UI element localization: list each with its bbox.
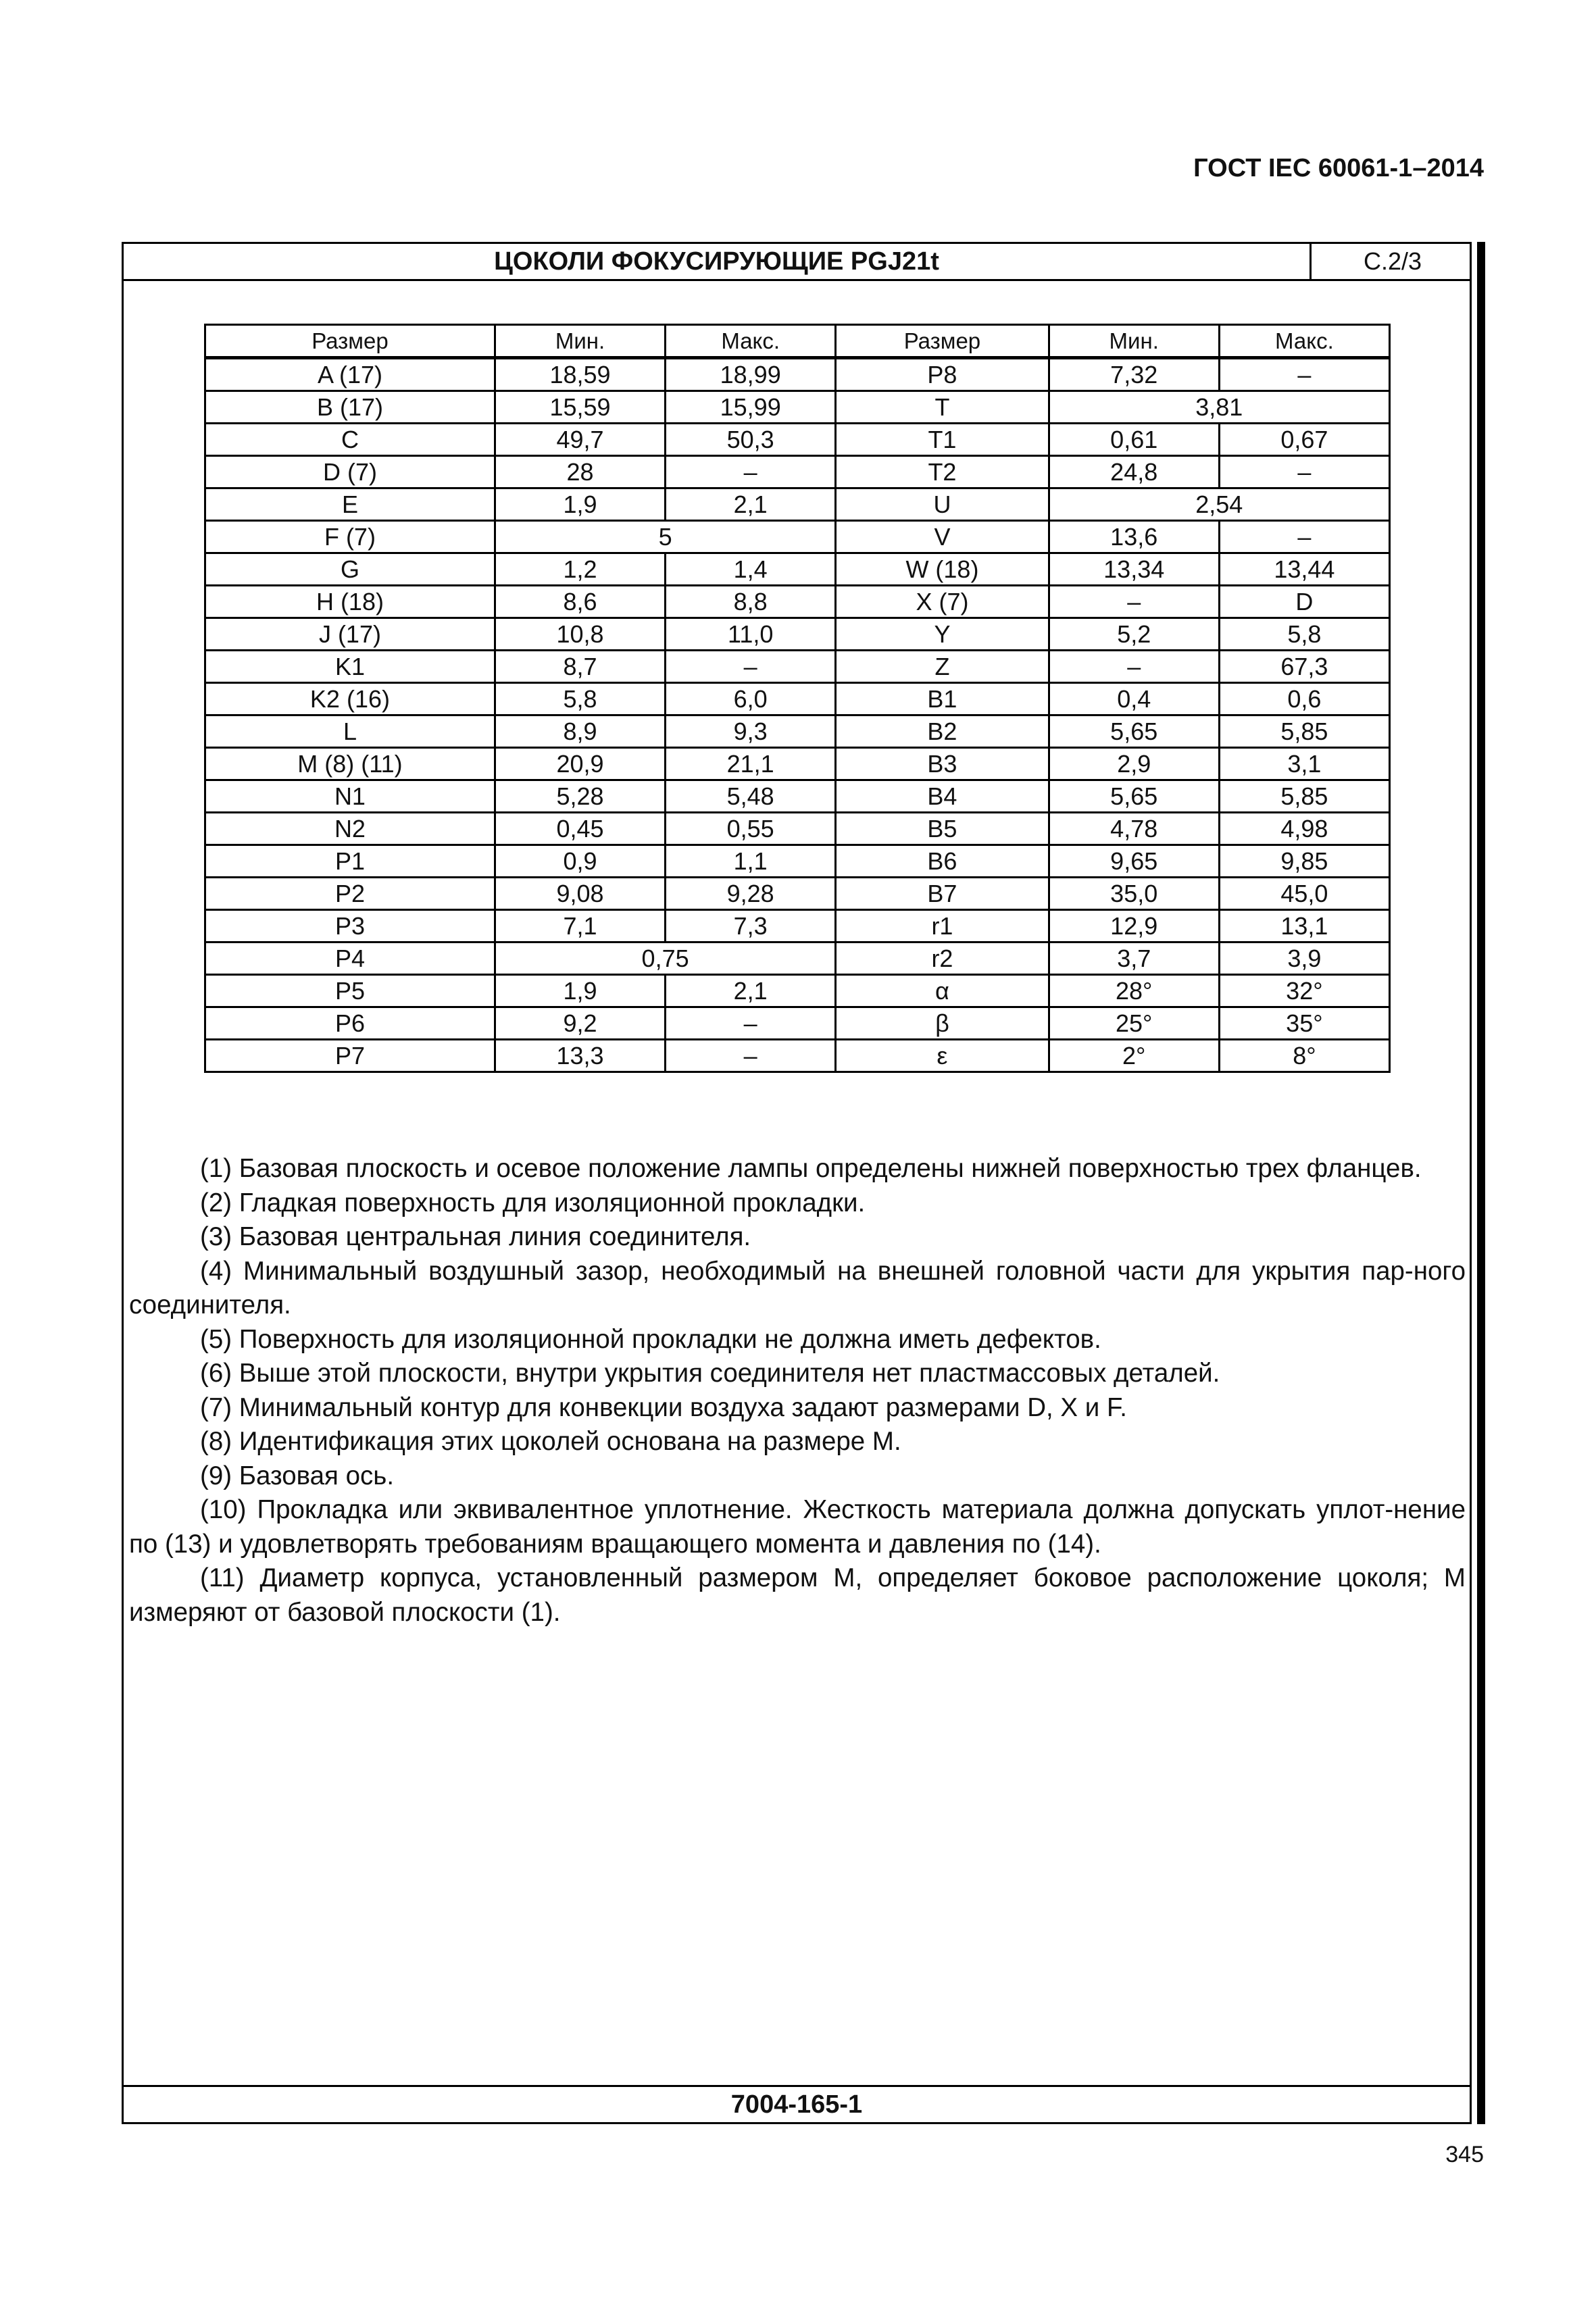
table-cell: Y <box>836 618 1049 651</box>
note-item: (10) Прокладка или эквивалентное уплотнение. Жесткость материала должна допускать уплот-нение по (13) и удовлетворять требованиям вращающего момента и давления по (14). <box>129 1495 1466 1559</box>
table-cell: 5,48 <box>666 780 836 813</box>
table-cell: 3,81 <box>1049 391 1389 424</box>
table-cell: 1,9 <box>495 488 665 521</box>
table-row <box>205 553 1390 586</box>
table-cell: 15,59 <box>495 391 665 424</box>
table-row <box>205 878 1390 910</box>
table-row <box>205 456 1390 488</box>
table-row <box>205 424 1390 456</box>
note-item: (5) Поверхность для изоляционной прокладки не должна иметь дефектов. <box>200 1324 1101 1354</box>
table-cell: 8,9 <box>495 715 665 748</box>
note-item: (6) Выше этой плоскости, внутри укрытия соединителя нет пластмассовых деталей. <box>200 1359 1220 1388</box>
table-cell: D <box>1219 586 1389 618</box>
table-cell: 8° <box>1219 1040 1389 1072</box>
table-cell: 25° <box>1049 1007 1219 1040</box>
table-cell: B7 <box>836 878 1049 910</box>
table-cell: 18,99 <box>666 358 836 391</box>
table-cell: 11,0 <box>666 618 836 651</box>
table-cell: 3,7 <box>1049 942 1219 975</box>
table-cell: 9,3 <box>666 715 836 748</box>
table-cell: 1,1 <box>666 845 836 878</box>
table-cell: N2 <box>205 813 495 845</box>
sheet-title: ЦОКОЛИ ФОКУСИРУЮЩИЕ PGJ21t <box>494 247 939 276</box>
table-row <box>205 586 1390 618</box>
table-cell: 9,08 <box>495 878 665 910</box>
table-cell: 6,0 <box>666 683 836 715</box>
table-cell: 5,65 <box>1049 715 1219 748</box>
table-cell: P7 <box>205 1040 495 1072</box>
table-cell: 7,3 <box>666 910 836 942</box>
table-cell: M (8) (11) <box>205 748 495 780</box>
table-cell: 21,1 <box>666 748 836 780</box>
table-cell: B1 <box>836 683 1049 715</box>
table-cell: G <box>205 553 495 586</box>
table-cell: 5,8 <box>495 683 665 715</box>
table-cell: r1 <box>836 910 1049 942</box>
table-cell: D (7) <box>205 456 495 488</box>
table-cell: T <box>836 391 1049 424</box>
note-item: (3) Базовая центральная линия соединителя. <box>200 1222 751 1251</box>
table-cell: 20,9 <box>495 748 665 780</box>
table-cell: U <box>836 488 1049 521</box>
table-cell: 5,28 <box>495 780 665 813</box>
table-cell: B (17) <box>205 391 495 424</box>
table-row <box>205 391 1390 424</box>
table-cell: P4 <box>205 942 495 975</box>
table-cell: 2,1 <box>666 488 836 521</box>
table-cell: 0,67 <box>1219 424 1389 456</box>
note-item: (9) Базовая ось. <box>200 1461 395 1490</box>
table-cell: 7,32 <box>1049 358 1219 391</box>
sheet-number: С.2/3 <box>1310 244 1474 279</box>
table-cell: 0,45 <box>495 813 665 845</box>
note-item: (8) Идентификация этих цоколей основана на размере M. <box>200 1427 901 1456</box>
notes-section <box>129 1152 1466 1630</box>
table-cell: 13,34 <box>1049 553 1219 586</box>
table-cell: – <box>1219 456 1389 488</box>
table-row <box>205 1007 1390 1040</box>
sheet-frame <box>122 242 1472 2124</box>
table-cell: 0,9 <box>495 845 665 878</box>
table-cell: K1 <box>205 651 495 683</box>
table-cell: 67,3 <box>1219 651 1389 683</box>
table-cell: W (18) <box>836 553 1049 586</box>
note-item: (2) Гладкая поверхность для изоляционной прокладки. <box>200 1188 866 1217</box>
table-row <box>205 683 1390 715</box>
table-cell: – <box>1219 521 1389 553</box>
table-cell: 4,78 <box>1049 813 1219 845</box>
table-cell: – <box>666 456 836 488</box>
table-cell: – <box>666 1040 836 1072</box>
table-cell: 35,0 <box>1049 878 1219 910</box>
table-cell: P2 <box>205 878 495 910</box>
table-row <box>205 975 1390 1007</box>
table-cell: B6 <box>836 845 1049 878</box>
table-cell: 9,65 <box>1049 845 1219 878</box>
table-cell: F (7) <box>205 521 495 553</box>
table-cell: 2,9 <box>1049 748 1219 780</box>
table-cell: B2 <box>836 715 1049 748</box>
table-row <box>205 358 1390 391</box>
table-row <box>205 780 1390 813</box>
column-header: Мин. <box>495 325 665 358</box>
column-header: Мин. <box>1049 325 1219 358</box>
table-cell: 3,1 <box>1219 748 1389 780</box>
table-cell: 5,2 <box>1049 618 1219 651</box>
table-cell: 0,61 <box>1049 424 1219 456</box>
table-cell: T2 <box>836 456 1049 488</box>
frame-right-bar <box>1477 242 1485 2124</box>
table-cell: 5 <box>495 521 835 553</box>
table-cell: 28° <box>1049 975 1219 1007</box>
table-cell: 1,9 <box>495 975 665 1007</box>
table-cell: 10,8 <box>495 618 665 651</box>
title-row <box>124 244 1470 281</box>
table-cell: α <box>836 975 1049 1007</box>
table-cell: 5,65 <box>1049 780 1219 813</box>
table-cell: 2,1 <box>666 975 836 1007</box>
table-cell: 8,6 <box>495 586 665 618</box>
table-cell: 50,3 <box>666 424 836 456</box>
table-cell: β <box>836 1007 1049 1040</box>
table-cell: 9,2 <box>495 1007 665 1040</box>
table-cell: 24,8 <box>1049 456 1219 488</box>
table-header-row <box>205 325 1390 358</box>
table-cell: 8,8 <box>666 586 836 618</box>
note-item: (7) Минимальный контур для конвекции воздуха задают размерами D, X и F. <box>200 1392 1127 1422</box>
table-row <box>205 715 1390 748</box>
column-header: Макс. <box>1219 325 1389 358</box>
table-cell: 12,9 <box>1049 910 1219 942</box>
table-row <box>205 845 1390 878</box>
table-cell: 5,85 <box>1219 715 1389 748</box>
table-row <box>205 618 1390 651</box>
table-cell: P1 <box>205 845 495 878</box>
table-cell: 8,7 <box>495 651 665 683</box>
table-cell: – <box>1049 651 1219 683</box>
table-cell: E <box>205 488 495 521</box>
table-row <box>205 651 1390 683</box>
sheet-footer: 7004-165-1 <box>124 2085 1470 2122</box>
table-cell: B4 <box>836 780 1049 813</box>
table-cell: 18,59 <box>495 358 665 391</box>
table-cell: 7,1 <box>495 910 665 942</box>
table-row <box>205 813 1390 845</box>
table-cell: A (17) <box>205 358 495 391</box>
document-code: ГОСТ IEC 60061-1–2014 <box>1193 154 1484 182</box>
table-cell: 9,28 <box>666 878 836 910</box>
table-row <box>205 1040 1390 1072</box>
table-cell: 1,4 <box>666 553 836 586</box>
table-cell: 13,44 <box>1219 553 1389 586</box>
table-cell: P6 <box>205 1007 495 1040</box>
table-cell: 5,85 <box>1219 780 1389 813</box>
table-cell: L <box>205 715 495 748</box>
note-item: (1) Базовая плоскость и осевое положение лампы определены нижней поверхностью трех фланцев. <box>200 1154 1422 1183</box>
table-cell: V <box>836 521 1049 553</box>
table-cell: 1,2 <box>495 553 665 586</box>
table-cell: J (17) <box>205 618 495 651</box>
table-row <box>205 942 1390 975</box>
table-cell: 3,9 <box>1219 942 1389 975</box>
table-row <box>205 748 1390 780</box>
table-cell: B3 <box>836 748 1049 780</box>
column-header: Макс. <box>666 325 836 358</box>
table-cell: 49,7 <box>495 424 665 456</box>
column-header: Размер <box>836 325 1049 358</box>
dimensions-table <box>204 324 1391 1073</box>
table-cell: 9,85 <box>1219 845 1389 878</box>
table-cell: 2° <box>1049 1040 1219 1072</box>
table-row <box>205 488 1390 521</box>
note-item: (4) Минимальный воздушный зазор, необходимый на внешней головной части для укрытия пар-ного соединителя. <box>129 1256 1466 1319</box>
table-cell: 32° <box>1219 975 1389 1007</box>
table-cell: 0,55 <box>666 813 836 845</box>
table-cell: 2,54 <box>1049 488 1389 521</box>
table-cell: 45,0 <box>1219 878 1389 910</box>
table-cell: 0,75 <box>495 942 835 975</box>
table-cell: H (18) <box>205 586 495 618</box>
table-body <box>205 358 1390 1072</box>
table-cell: 13,3 <box>495 1040 665 1072</box>
table-cell: X (7) <box>836 586 1049 618</box>
table-cell: T1 <box>836 424 1049 456</box>
column-header: Размер <box>205 325 495 358</box>
table-row <box>205 521 1390 553</box>
table-cell: C <box>205 424 495 456</box>
table-cell: r2 <box>836 942 1049 975</box>
table-cell: P3 <box>205 910 495 942</box>
table-cell: 4,98 <box>1219 813 1389 845</box>
table-cell: B5 <box>836 813 1049 845</box>
table-cell: – <box>666 651 836 683</box>
table-cell: 13,6 <box>1049 521 1219 553</box>
table-cell: – <box>1219 358 1389 391</box>
table-cell: 28 <box>495 456 665 488</box>
table-cell: – <box>666 1007 836 1040</box>
note-item: (11) Диаметр корпуса, установленный размером M, определяет боковое расположение цоколя; M измеряют от базовой плоскости (1). <box>129 1563 1466 1627</box>
table-cell: 0,4 <box>1049 683 1219 715</box>
table-cell: P8 <box>836 358 1049 391</box>
table-cell: ε <box>836 1040 1049 1072</box>
table-cell: 5,8 <box>1219 618 1389 651</box>
table-cell: K2 (16) <box>205 683 495 715</box>
table-cell: 13,1 <box>1219 910 1389 942</box>
table-cell: 15,99 <box>666 391 836 424</box>
table-cell: Z <box>836 651 1049 683</box>
page-number: 345 <box>1445 2142 1484 2167</box>
table-cell: N1 <box>205 780 495 813</box>
table-cell: 35° <box>1219 1007 1389 1040</box>
table-row <box>205 910 1390 942</box>
table-cell: – <box>1049 586 1219 618</box>
table-cell: P5 <box>205 975 495 1007</box>
table-cell: 0,6 <box>1219 683 1389 715</box>
